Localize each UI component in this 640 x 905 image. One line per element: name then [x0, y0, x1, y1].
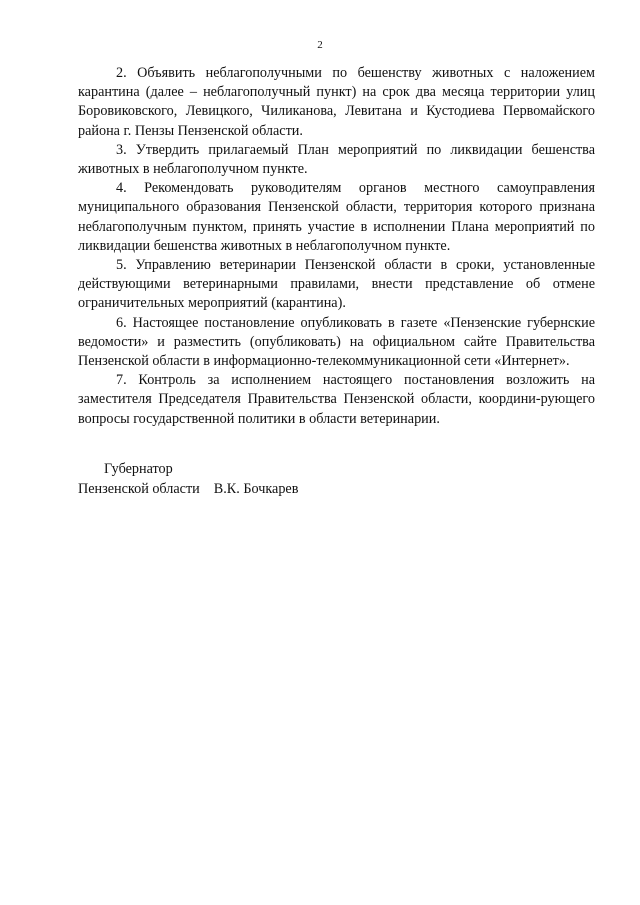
paragraph-item-5: 5. Управлению ветеринарии Пензенской области в сроки, установленные действующими ветеринарными правилами, внести представление об отмене ограничительных мероприятий (карантина). — [78, 257, 595, 312]
signatory-position: Губернатор — [104, 461, 173, 477]
paragraph-item-7: 7. Контроль за исполнением настоящего постановления возложить на заместителя Председателя Правительства Пензенской области, координи-рующего вопросы государственной политики в области ветеринарии. — [78, 372, 595, 427]
paragraph-item-4: 4. Рекомендовать руководителям органов местного самоуправления муниципального образования Пензенской области, территория которого признана неблагополучным пунктом, принять участие в исполнении Плана мероприятий по ликвидации бешенства животных в неблагополучном пункте. — [78, 180, 595, 254]
page-number: 2 — [317, 39, 323, 51]
signatory-name: В.К. Бочкарев — [213, 481, 299, 497]
signature-block — [78, 459, 478, 499]
signatory-region: Пензенской области — [78, 481, 200, 497]
paragraph-item-2: 2. Объявить неблагополучными по бешенству животных с наложением карантина (далее – неблагополучный пункт) на срок два месяца территории улиц Боровиковского, Левицкого, Чиликанова, Левитана и Кустодиева Первомайского района г. Пензы Пензенской области. — [78, 65, 595, 139]
paragraph-item-6: 6. Настоящее постановление опубликовать в газете «Пензенские губернские ведомости» и разместить (опубликовать) на официальном сайте Правительства Пензенской области в информационно-телекоммуникационной сети «Интернет». — [78, 314, 595, 370]
paragraph-item-3: 3. Утвердить прилагаемый План мероприятий по ликвидации бешенства животных в неблагополучном пункте. — [78, 141, 595, 178]
document-body — [78, 64, 595, 429]
